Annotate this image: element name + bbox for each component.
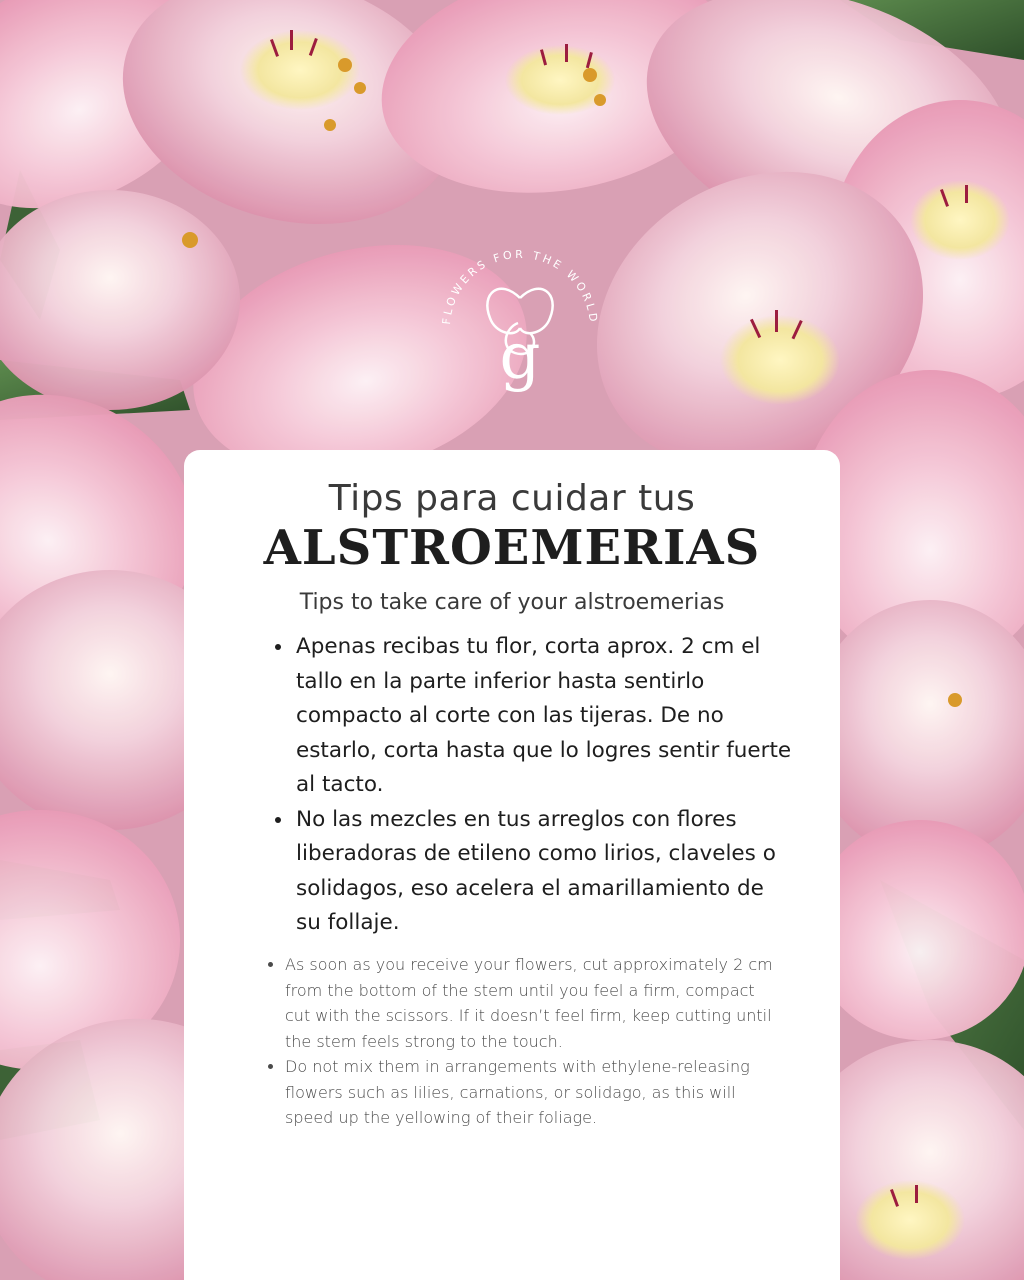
title-spanish: Tips para cuidar tus [328,478,696,519]
tips-list-spanish [270,630,794,941]
list-item: • Apenas recibas tu flor, corta aprox. 2 cm el tallo en la parte inferior hasta sentirlo compacto al corte con las tijeras. De no estarlo, corta hasta que lo logres sentir fuerte al tacto. [294,630,794,803]
tips-list-english [261,952,775,1131]
tips-card [184,450,840,1280]
brand-monogram: g [499,320,541,394]
brand-logo [420,228,620,428]
list-item: • As soon as you receive your flowers, cut approximately 2 cm from the bottom of the stem until you feel a firm, compact cut with the scissors. If it doesn’t feel firm, keep cutting until the stem feels strong to the touch. [285,952,775,1054]
list-item: • No las mezcles en tus arreglos con flores liberadoras de etileno como lirios, claveles o solidagos, eso acelera el amarillamiento de su follaje. [294,803,794,941]
brand-watermark-text: FLOWERS FOR THE WORLD [439,247,601,326]
list-item: • Do not mix them in arrangements with ethylene-releasing flowers such as lilies, carnations, or solidago, as this will speed up the yellowing of their foliage. [285,1054,775,1131]
subtitle-english: Tips to take care of your alstroemerias [299,590,725,615]
page-title: ALSTROEMERIAS [263,520,761,576]
